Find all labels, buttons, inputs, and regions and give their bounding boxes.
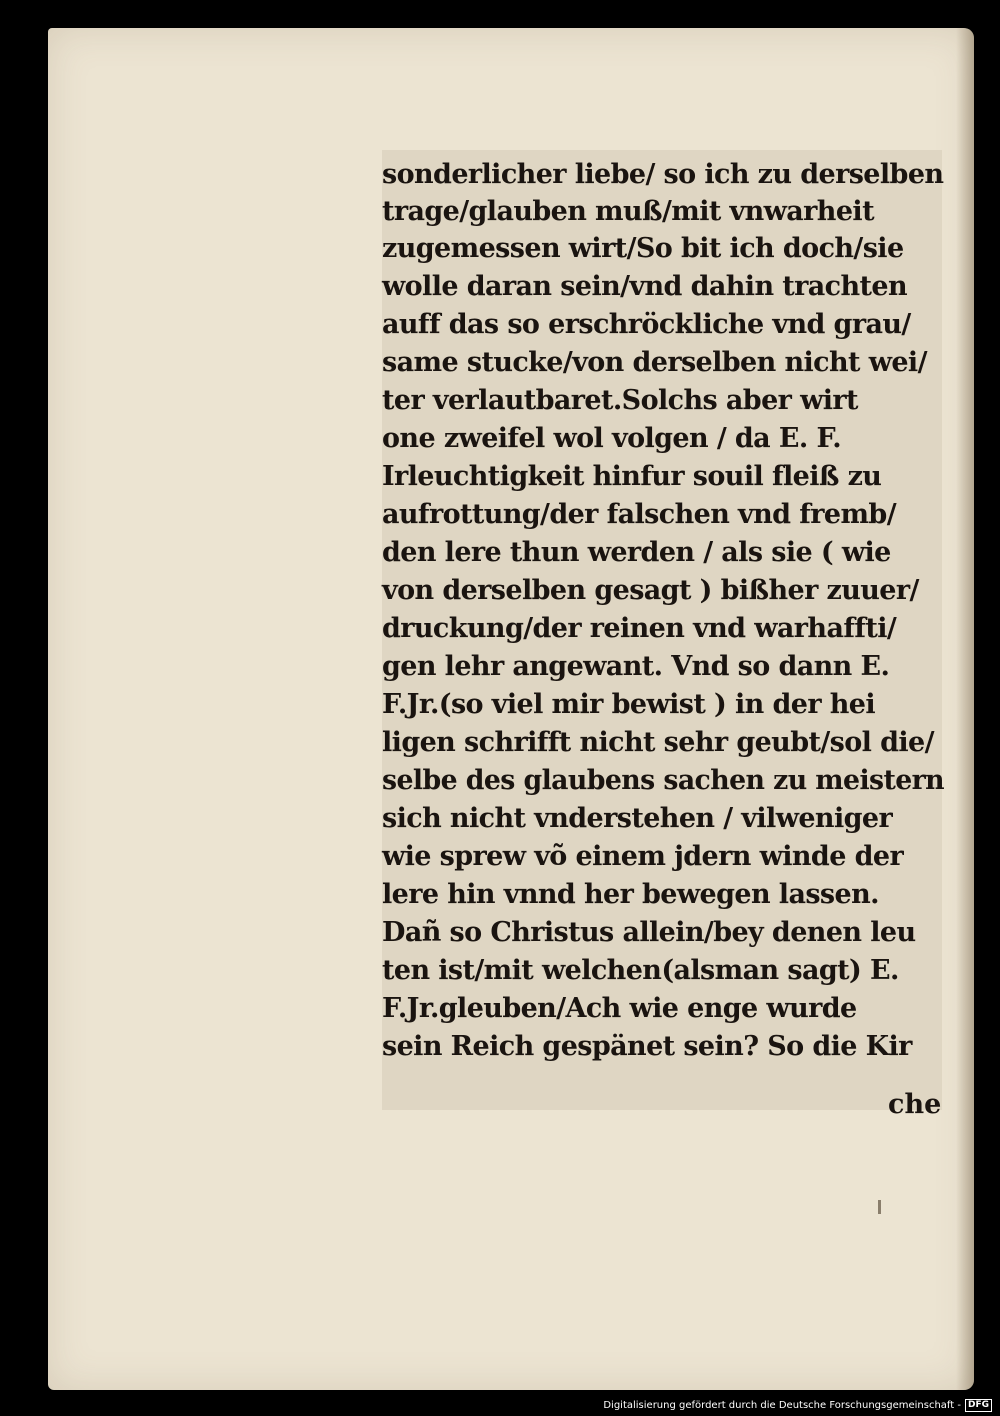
text-line: sein Reich gespänet sein? So die Kir	[382, 1031, 912, 1062]
text-line: same stucke/von derselben nicht wei/	[382, 347, 927, 378]
digitization-footer	[603, 1399, 992, 1412]
text-line: selbe des glaubens sachen zu meistern	[382, 765, 945, 796]
text-line: Dañ so Christus allein/bey denen leu	[382, 917, 916, 948]
text-line: lere hin vnnd her bewegen lassen.	[382, 879, 879, 910]
text-line: aufrottung/der falschen vnd fremb/	[382, 499, 896, 530]
text-line: von derselben gesagt ) bißher zuuer/	[382, 575, 919, 606]
text-line: sich nicht vnderstehen / vilweniger	[382, 803, 893, 834]
text-line: sonderlicher liebe/ so ich zu derselben	[382, 159, 944, 190]
text-line: gen lehr angewant. Vnd so dann E.	[382, 651, 890, 682]
text-line: wie sprew võ einem jdern winde der	[382, 841, 904, 872]
text-line: zugemessen wirt/So bit ich doch/sie	[382, 233, 904, 264]
text-line: trage/glauben muß/mit vnwarheit	[382, 196, 874, 227]
text-line: F.Jr.(so viel mir bewist ) in der hei	[382, 689, 876, 720]
text-line: F.Jr.gleuben/Ach wie enge wurde	[382, 993, 857, 1024]
page-edge	[956, 28, 974, 1390]
text-line: ten ist/mit welchen(alsman sagt) E.	[382, 955, 899, 986]
text-line: druckung/der reinen vnd warhaffti/	[382, 613, 897, 644]
text-line: ter verlautbaret.Solchs aber wirt	[382, 385, 858, 416]
catchword: che	[888, 1089, 942, 1120]
text-line: one zweifel wol volgen / da E. F.	[382, 423, 842, 454]
text-line: Irleuchtigkeit hinfur souil fleiß zu	[382, 461, 882, 492]
dfg-logo-icon: DFG	[965, 1399, 992, 1412]
page-mark	[878, 1200, 881, 1214]
text-line: auff das so erschröckliche vnd grau/	[382, 309, 911, 340]
text-line: ligen schrifft nicht sehr geubt/sol die/	[382, 727, 934, 758]
text-line: den lere thun werden / als sie ( wie	[382, 537, 891, 568]
text-line: wolle daran sein/vnd dahin trachten	[382, 271, 908, 302]
footer-credit-text: Digitalisierung gefördert durch die Deutsche Forschungsgemeinschaft -	[603, 1400, 961, 1411]
